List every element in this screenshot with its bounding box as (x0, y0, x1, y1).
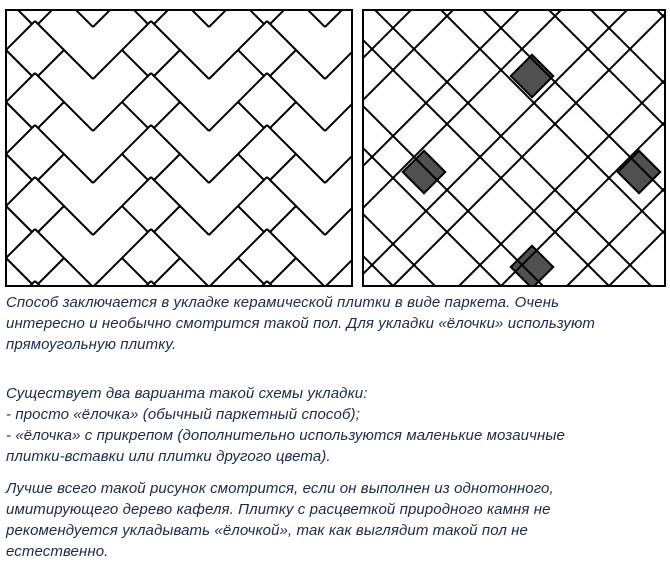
tile-joint-line (122, 154, 148, 180)
variants-line: Существует два варианта такой схемы укладки: (6, 385, 368, 402)
variants-line: плитки-вставки или плитки другого цвета). (6, 448, 331, 465)
tile-joint-line (270, 50, 296, 76)
tile-joint-line (154, 206, 180, 232)
tile-joint-line (38, 206, 64, 232)
advice-paragraph (6, 478, 554, 562)
herringbone-row-line (325, 229, 353, 287)
tile-diagonal-line (362, 9, 534, 287)
tile-joint-line (154, 154, 180, 180)
tile-joint-line (238, 50, 264, 76)
herringbone-diagram-with-inserts (362, 9, 666, 287)
tile-joint-line (38, 258, 64, 284)
tile-joint-line (6, 258, 32, 284)
tile-diagonal-line (426, 9, 666, 287)
tile-joint-line (154, 258, 180, 284)
tile-joint-line (6, 154, 32, 180)
herringbone-inserts-pattern-svg (362, 9, 666, 287)
herringbone-row-line (5, 73, 35, 131)
tile-diagonal-line (534, 9, 666, 287)
tile-joint-line (154, 9, 180, 24)
tile-joint-line (238, 154, 264, 180)
tile-diagonal-line (538, 9, 666, 287)
tile-joint-line (154, 50, 180, 76)
herringbone-row-line (5, 125, 35, 183)
tile-joint-line (154, 102, 180, 128)
insert-tile (403, 151, 445, 193)
tile-joint-line (238, 258, 264, 284)
variants-paragraph (6, 383, 565, 467)
advice-line: рекомендуется укладывать «ёлочкой», так как выглядит такой пол не (6, 522, 528, 539)
tile-joint-line (122, 102, 148, 128)
tile-joint-line (6, 206, 32, 232)
tile-joint-line (38, 102, 64, 128)
herringbone-row-line (325, 9, 353, 27)
tile-joint-line (6, 102, 32, 128)
herringbone-row-line (325, 177, 353, 235)
tile-joint-line (238, 102, 264, 128)
tile-joint-line (122, 206, 148, 232)
insert-tile (618, 151, 660, 193)
herringbone-row-line (325, 125, 353, 183)
variants-line: - просто «ёлочка» (обычный паркетный способ); (6, 406, 360, 423)
tile-joint-line (238, 9, 264, 24)
variants-line: - «ёлочка» с прикрепом (дополнительно используются маленькие мозаичные (6, 427, 565, 444)
herringbone-pattern-svg (5, 9, 353, 287)
tile-joint-line (122, 258, 148, 284)
tile-joint-line (270, 102, 296, 128)
herringbone-row-line (5, 177, 35, 235)
herringbone-row-line (5, 229, 35, 287)
tile-joint-line (38, 50, 64, 76)
intro-line: Способ заключается в укладке керамической плитки в виде паркета. Очень (6, 294, 560, 311)
tile-joint-line (6, 9, 32, 24)
insert-tile (511, 246, 553, 287)
tile-joint-line (6, 50, 32, 76)
intro-line: прямоугольную плитку. (6, 336, 177, 353)
tile-joint-line (38, 154, 64, 180)
advice-line: естественно. (6, 543, 109, 560)
intro-line: интересно и необычно смотрится такой пол. Для укладки «ёлочки» используют (6, 315, 595, 332)
tile-diagonal-line (580, 9, 666, 287)
tile-joint-line (122, 50, 148, 76)
intro-paragraph (6, 292, 595, 355)
herringbone-diagram-simple (5, 9, 353, 287)
tile-joint-line (38, 9, 64, 24)
tile-joint-line (270, 206, 296, 232)
tile-joint-line (122, 9, 148, 24)
tile-joint-line (238, 206, 264, 232)
herringbone-row-line (5, 21, 35, 79)
tile-diagonal-line (642, 9, 666, 287)
herringbone-row-line (325, 21, 353, 79)
herringbone-row-line (325, 73, 353, 131)
advice-line: имитирующего дерево кафеля. Плитку с расцветкой природного камня не (6, 501, 551, 518)
tile-joint-line (270, 9, 296, 24)
tile-diagonal-line (362, 9, 530, 287)
advice-line: Лучше всего такой рисунок смотрится, если он выполнен из однотонного, (6, 480, 554, 497)
tile-joint-line (270, 258, 296, 284)
tile-joint-line (270, 154, 296, 180)
tile-diagonal-line (362, 9, 464, 287)
